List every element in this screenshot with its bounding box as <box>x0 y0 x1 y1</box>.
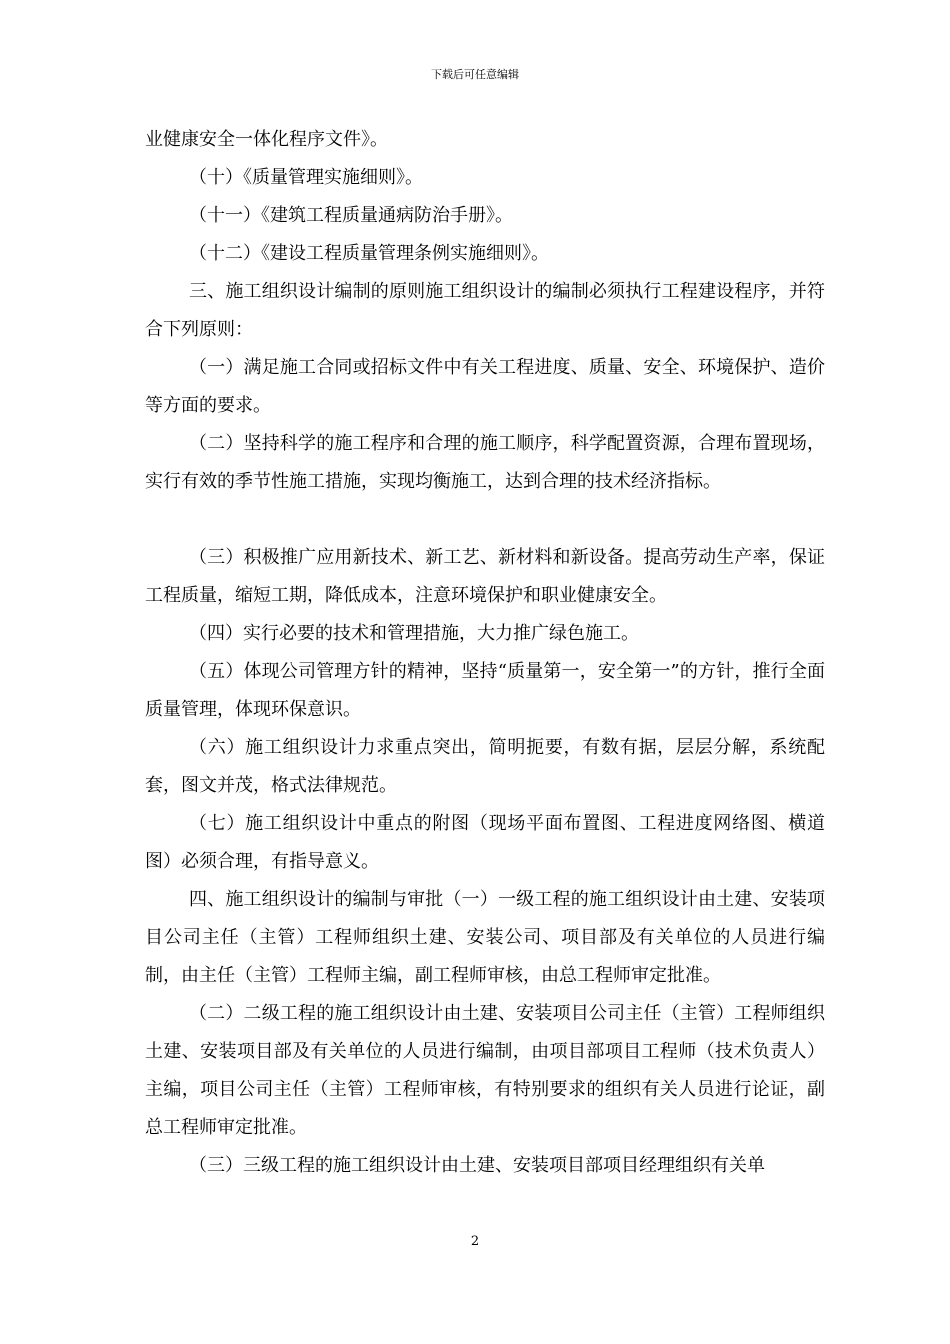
approval-level-2: （二）二级工程的施工组织设计由土建、安装项目公司主任（主管）工程师组织土建、安装项目部及有关单位的人员进行编制，由项目部项目工程师（技术负责人）主编，项目公司主任（主管）工程师审核，有特别要求的组织有关人员进行论证，副总工程师审定批准。 <box>145 1003 825 1138</box>
paragraph-item-12: （十二）《建设工程质量管理条例实施细则》。 <box>189 243 549 264</box>
section-4-heading: 四、施工组织设计的编制与审批（一）一级工程的施工组织设计由土建、安装项目公司主任（主管）工程师组织土建、安装公司、项目部及有关单位的人员进行编制，由主任（主管）工程师主编，副工程师审核，由总工程师审定批准。 <box>145 889 825 986</box>
page-number: 2 <box>470 1234 480 1249</box>
principle-7: （七）施工组织设计中重点的附图（现场平面布置图、工程进度网络图、横道图）必须合理，有指导意义。 <box>145 813 825 872</box>
paragraph-continuation: 业健康安全一体化程序文件》。 <box>145 129 388 150</box>
approval-level-3: （三）三级工程的施工组织设计由土建、安装项目部项目经理组织有关单 <box>189 1155 765 1176</box>
principle-5: （五）体现公司管理方针的精神，坚持“质量第一，安全第一”的方针，推行全面质量管理，体现环保意识。 <box>145 661 825 720</box>
principle-6: （六）施工组织设计力求重点突出，简明扼要，有数有据，层层分解，系统配套，图文并茂，格式法律规范。 <box>145 737 825 796</box>
paragraph-item-11: （十一）《建筑工程质量通病防治手册》。 <box>189 205 513 226</box>
page-header: 下载后可任意编辑 <box>431 68 519 81</box>
principle-3: （三）积极推广应用新技术、新工艺、新材料和新设备。提高劳动生产率，保证工程质量，缩短工期，降低成本，注意环境保护和职业健康安全。 <box>145 547 825 606</box>
paragraph-item-10: （十）《质量管理实施细则》。 <box>189 167 423 188</box>
document-body <box>145 121 825 1185</box>
principle-4: （四）实行必要的技术和管理措施，大力推广绿色施工。 <box>189 623 639 644</box>
principle-2: （二）坚持科学的施工程序和合理的施工顺序，科学配置资源，合理布置现场，实行有效的季节性施工措施，实现均衡施工，达到合理的技术经济指标。 <box>145 433 825 492</box>
principle-1: （一）满足施工合同或招标文件中有关工程进度、质量、安全、环境保护、造价等方面的要求。 <box>145 357 825 416</box>
section-3-heading: 三、施工组织设计编制的原则施工组织设计的编制必须执行工程建设程序，并符合下列原则： <box>145 281 825 340</box>
